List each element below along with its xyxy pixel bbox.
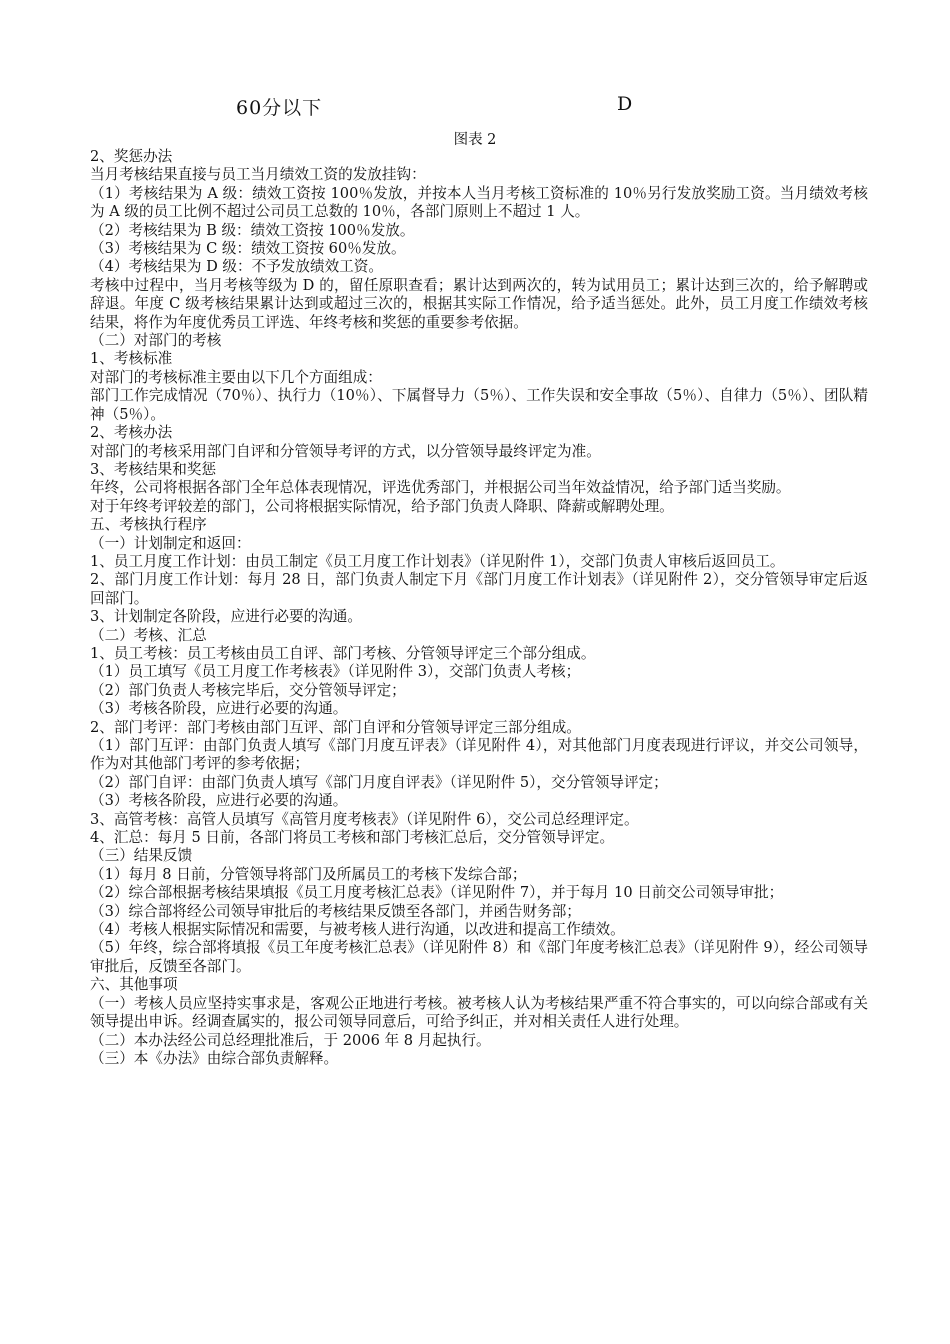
paragraph: （5）年终，综合部将填报《员工年度考核汇总表》（详见附件 8）和《部门年度考核汇总表》（详见附件 9），经公司领导审批后，反馈至各部门。 bbox=[90, 939, 868, 975]
paragraph: 五、考核执行程序 bbox=[90, 516, 207, 534]
document-body bbox=[90, 148, 868, 1068]
paragraph: 2、考核办法 bbox=[90, 424, 173, 442]
paragraph: 对于年终考评较差的部门，公司将根据实际情况，给予部门负责人降职、降薪或解聘处理。 bbox=[90, 497, 674, 515]
paragraph: （一）计划制定和返回： bbox=[90, 534, 251, 552]
paragraph: （3）考核结果为 C 级：绩效工资按 60％发放。 bbox=[90, 240, 406, 258]
paragraph: 部门工作完成情况（70％）、执行力（10％）、下属督导力（5％）、工作失误和安全事故（5％）、自律力（5％）、团队精神（5％）。 bbox=[90, 387, 868, 423]
paragraph: （1）考核结果为 A 级：绩效工资按 100％发放，并按本人当月考核工资标准的 10％另行发放奖励工资。当月绩效考核为 A 级的员工比例不超过公司员工总数的 10％，各部门原则上不超过 1 人。 bbox=[90, 184, 868, 221]
score-range-cell: 60分以下 bbox=[236, 97, 323, 119]
paragraph: （1）部门互评：由部门负责人填写《部门月度互评表》（详见附件 4），对其他部门月度表现进行评议，并交公司领导，作为对其他部门考评的参考依据； bbox=[90, 737, 868, 773]
grade-cell: D bbox=[617, 93, 634, 115]
paragraph: 3、计划制定各阶段，应进行必要的沟通。 bbox=[90, 608, 362, 626]
paragraph: （二）本办法经公司总经理批准后，于 2006 年 8 月起执行。 bbox=[90, 1031, 491, 1049]
paragraph: 2、部门月度工作计划：每月 28 日，部门负责人制定下月《部门月度工作计划表》（详见附件 2），交分管领导审定后返回部门。 bbox=[90, 571, 868, 607]
paragraph: 年终，公司将根据各部门全年总体表现情况，评选优秀部门，并根据公司当年效益情况，给予部门适当奖励。 bbox=[90, 479, 791, 497]
paragraph: 六、其他事项 bbox=[90, 976, 178, 994]
paragraph: （2）综合部根据考核结果填报《员工月度考核汇总表》（详见附件 7），并于每月 10 日前交公司领导审批； bbox=[90, 884, 784, 902]
paragraph: （二）考核、汇总 bbox=[90, 626, 207, 644]
paragraph: （一）考核人员应坚持实事求是，客观公正地进行考核。被考核人认为考核结果严重不符合事实的，可以向综合部或有关领导提出申诉。经调查属实的，报公司领导同意后，可给予纠正，并对相关责任人进行处理。 bbox=[90, 994, 868, 1031]
paragraph: （2）部门负责人考核完毕后，交分管领导评定； bbox=[90, 681, 406, 699]
paragraph: （2）考核结果为 B 级：绩效工资按 100％发放。 bbox=[90, 221, 415, 239]
paragraph: 1、员工考核：员工考核由员工自评、部门考核、分管领导评定三个部分组成。 bbox=[90, 644, 596, 662]
paragraph: （三）本《办法》由综合部负责解释。 bbox=[90, 1049, 339, 1067]
paragraph: 4、汇总：每月 5 日前，各部门将员工考核和部门考核汇总后，交分管领导评定。 bbox=[90, 829, 615, 847]
paragraph: 3、考核结果和奖惩 bbox=[90, 460, 217, 478]
paragraph: （4）考核人根据实际情况和需要，与被考核人进行沟通，以改进和提高工作绩效。 bbox=[90, 921, 625, 939]
paragraph: （三）结果反馈 bbox=[90, 847, 193, 865]
paragraph: 1、员工月度工作计划：由员工制定《员工月度工作计划表》（详见附件 1），交部门负责人审核后返回员工。 bbox=[90, 552, 785, 570]
grade-table-row bbox=[0, 93, 950, 121]
paragraph: （3）综合部将经公司领导审批后的考核结果反馈至各部门，并函告财务部； bbox=[90, 902, 581, 920]
paragraph: 考核中过程中，当月考核等级为 D 的，留任原职查看；累计达到两次的，转为试用员工；累计达到三次的，给予解聘或辞退。年度 C 级考核结果累计达到或超过三次的，根据其实际工作情况，给予适当惩处。此外，员工月度工作绩效考核结果，将作为年度优秀员工评选、年终考核和奖惩的重要参考依据。 bbox=[90, 276, 868, 331]
paragraph: （3）考核各阶段，应进行必要的沟通。 bbox=[90, 700, 348, 718]
paragraph: 2、部门考评：部门考核由部门互评、部门自评和分管领导评定三部分组成。 bbox=[90, 718, 581, 736]
paragraph: 2、奖惩办法 bbox=[90, 148, 173, 165]
paragraph: （2）部门自评：由部门负责人填写《部门月度自评表》（详见附件 5），交分管领导评定； bbox=[90, 773, 668, 791]
paragraph: 对部门的考核标准主要由以下几个方面组成： bbox=[90, 368, 382, 386]
paragraph: 当月考核结果直接与员工当月绩效工资的发放挂钩： bbox=[90, 166, 426, 184]
paragraph: 对部门的考核采用部门自评和分管领导考评的方式，以分管领导最终评定为准。 bbox=[90, 442, 601, 460]
paragraph: 3、高管考核：高管人员填写《高管月度考核表》（详见附件 6），交公司总经理评定。 bbox=[90, 810, 639, 828]
paragraph: （1）每月 8 日前，分管领导将部门及所属员工的考核下发综合部； bbox=[90, 865, 527, 883]
paragraph: （4）考核结果为 D 级：不予发放绩效工资。 bbox=[90, 258, 383, 276]
paragraph: （1）员工填写《员工月度工作考核表》（详见附件 3），交部门负责人考核； bbox=[90, 663, 581, 681]
paragraph: 1、考核标准 bbox=[90, 350, 173, 368]
paragraph: （3）考核各阶段，应进行必要的沟通。 bbox=[90, 792, 348, 810]
paragraph: （二）对部门的考核 bbox=[90, 332, 222, 350]
figure-caption: 图表 2 bbox=[453, 132, 497, 148]
